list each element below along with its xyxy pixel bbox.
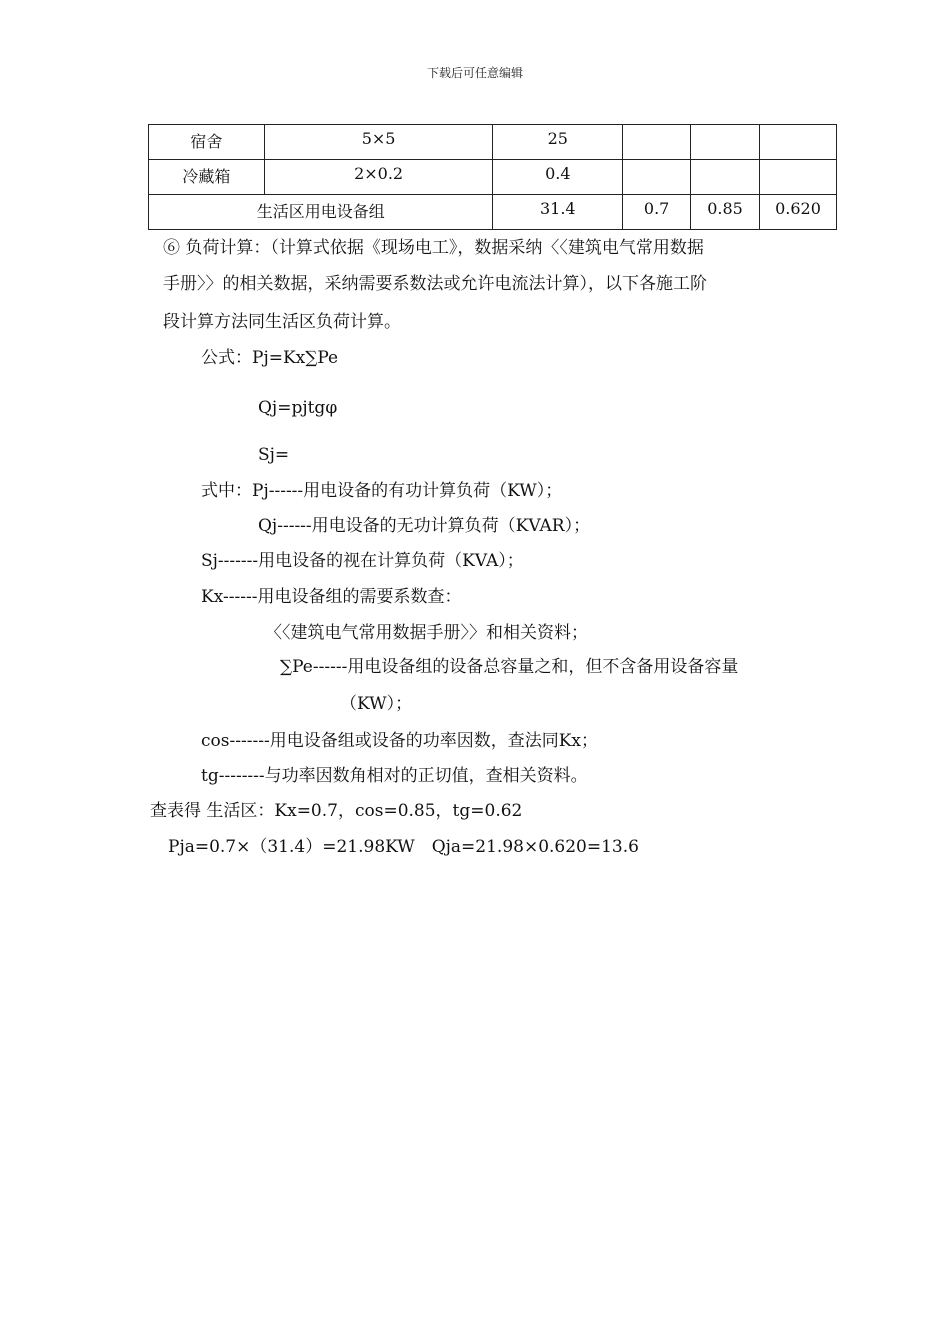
total-kx: 0.7: [623, 195, 691, 230]
definition-line: tg--------与功率因数角相对的正切值，查相关资料。: [201, 766, 588, 786]
cell-power: 0.4: [493, 160, 623, 195]
paragraph-line: 手册〉〉的相关数据，采纳需要系数法或允许电流法计算），以下各施工阶: [163, 274, 707, 294]
cell-power: 25: [493, 125, 623, 160]
table-row: [149, 160, 837, 195]
load-table: [148, 124, 837, 230]
paragraph-line: ⑥ 负荷计算：（计算式依据《现场电工》，数据采纳〈〈建筑电气常用数据: [163, 238, 704, 258]
cell-spec: 5×5: [264, 125, 493, 160]
definition-line: cos-------用电设备组或设备的功率因数，查法同Kx；: [201, 731, 598, 751]
cell-kx: [623, 160, 691, 195]
cell-name: 宿舍: [149, 125, 265, 160]
page-header: 下载后可任意编辑: [426, 66, 523, 80]
definition-line: （KW）；: [340, 694, 413, 714]
definition-line: Qj------用电设备的无功计算负荷（KVAR）；: [258, 516, 591, 536]
cell-name: 冷藏箱: [149, 160, 265, 195]
total-tg: 0.620: [760, 195, 837, 230]
result-line: 查表得 生活区：Kx=0.7，cos=0.85，tg=0.62: [150, 801, 523, 821]
formula-qj: Qj=pjtgφ: [258, 398, 338, 418]
total-cos: 0.85: [691, 195, 760, 230]
table-total-row: [149, 195, 837, 230]
formula-sj: Sj=: [258, 445, 290, 465]
cell-cos: [691, 125, 760, 160]
cell-cos: [691, 160, 760, 195]
paragraph-line: 段计算方法同生活区负荷计算。: [163, 312, 401, 332]
formula-pj: 公式：Pj=Kx∑Pe: [201, 348, 339, 368]
definition-line: Sj-------用电设备的视在计算负荷（KVA）；: [201, 551, 524, 571]
definition-line: ∑Pe------用电设备组的设备总容量之和，但不含备用设备容量: [280, 657, 739, 677]
cell-tg: [760, 160, 837, 195]
total-power: 31.4: [493, 195, 623, 230]
table-row: [149, 125, 837, 160]
result-line: Pja=0.7×（31.4）=21.98KW Qja=21.98×0.620=13.6: [168, 837, 639, 857]
definition-line: 式中：Pj------用电设备的有功计算负荷（KW）；: [201, 481, 563, 501]
definition-line: 〈〈建筑电气常用数据手册〉〉和相关资料；: [265, 623, 588, 643]
definition-line: Kx------用电设备组的需要系数查：: [201, 587, 462, 607]
cell-spec: 2×0.2: [264, 160, 493, 195]
total-label: 生活区用电设备组: [149, 195, 493, 230]
cell-kx: [623, 125, 691, 160]
cell-tg: [760, 125, 837, 160]
